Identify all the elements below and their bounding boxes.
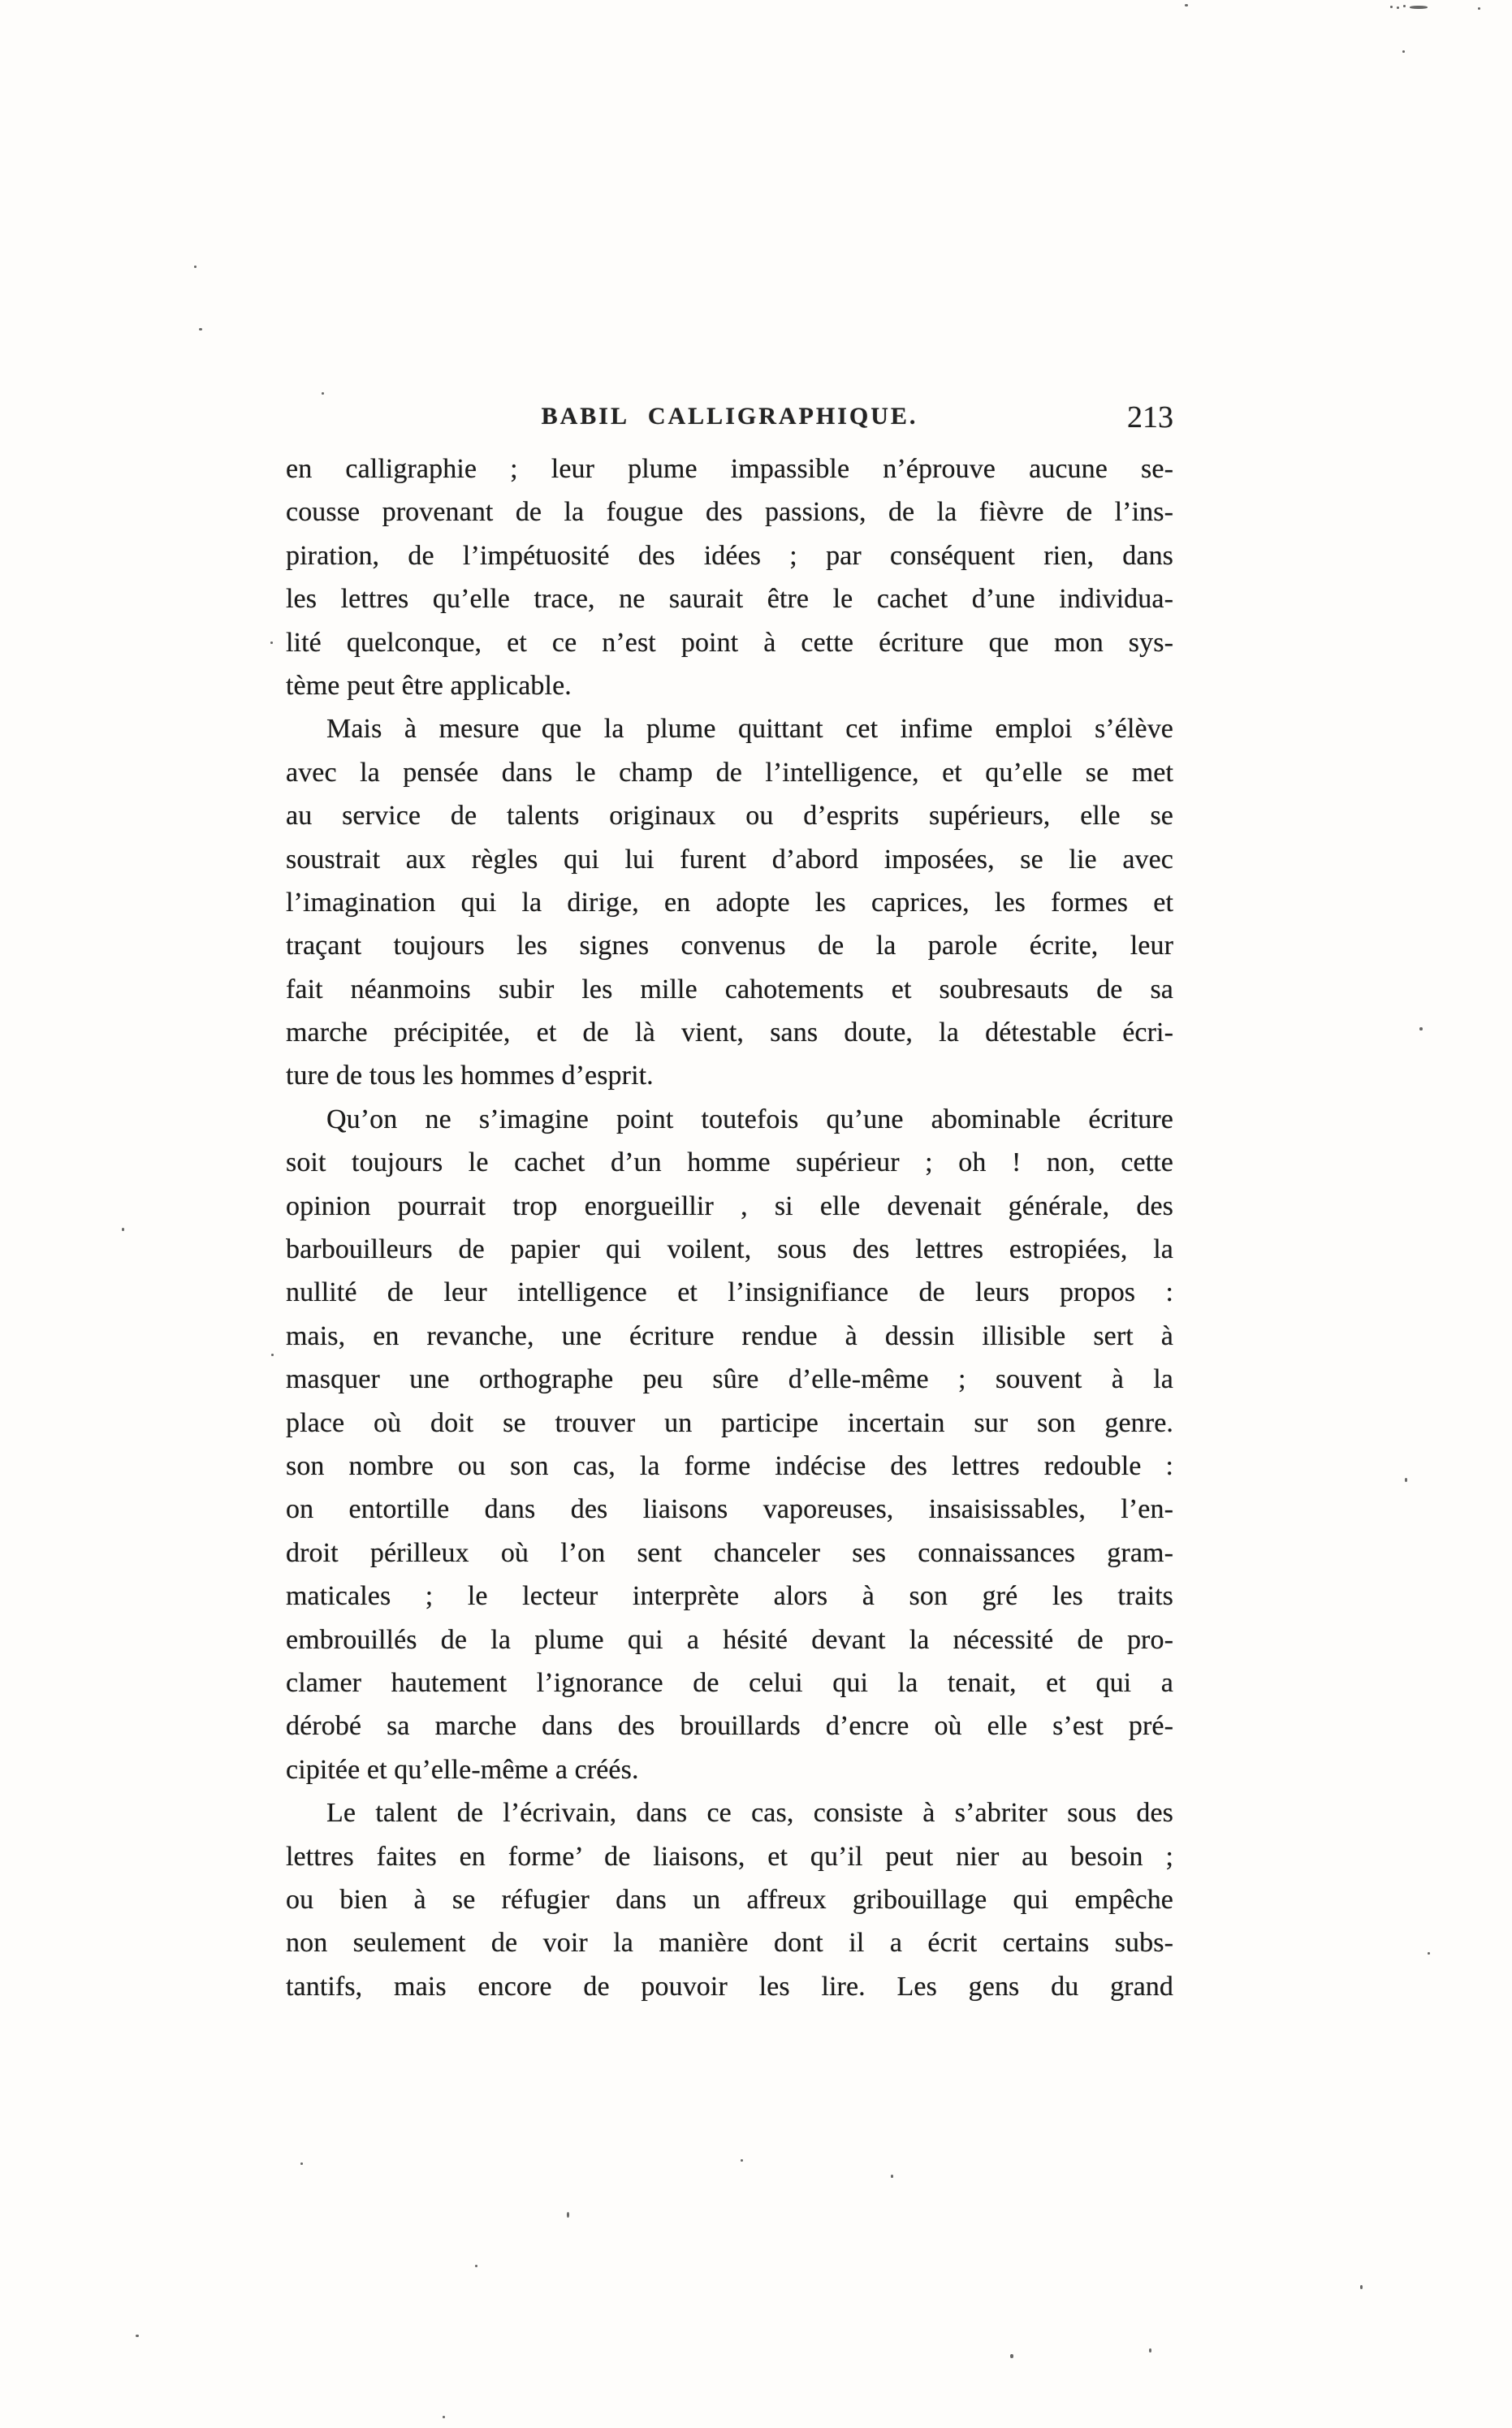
dust-speck [1402, 50, 1405, 53]
dust-speck [199, 328, 202, 331]
text-line: opinion pourrait trop enorgueillir , si elle devenait générale, des [286, 1190, 1173, 1221]
dust-speck [891, 2175, 893, 2178]
body-text [286, 447, 1173, 2008]
dust-speck [1410, 6, 1428, 9]
paragraph [286, 707, 1173, 1098]
dust-speck [1397, 6, 1399, 9]
text-line: son nombre ou son cas, la forme indécise des lettres redouble : [286, 1450, 1173, 1481]
text-line: Le talent de l’écrivain, dans ce cas, consiste à s’abriter sous des [326, 1798, 1173, 1829]
dust-speck [1390, 6, 1393, 8]
text-line: traçant toujours les signes convenus de la parole écrite, leur [286, 931, 1173, 961]
dust-speck [136, 2335, 139, 2337]
text-line: Qu’on ne s’imagine point toutefois qu’une abominable écriture [326, 1104, 1173, 1134]
dust-speck [1403, 5, 1406, 7]
text-line: lettres faites en forme’ de liaisons, et qu’il peut nier au besoin ; [286, 1841, 1173, 1872]
text-line: marche précipitée, et de là vient, sans doute, la détestable écri- [286, 1017, 1173, 1048]
dust-speck [1478, 7, 1480, 10]
dust-speck [194, 266, 197, 268]
dust-speck [271, 1354, 274, 1356]
text-line: piration, de l’impétuosité des idées ; par conséquent rien, dans [286, 540, 1173, 571]
dust-speck [1419, 1027, 1423, 1030]
text-line: maticales ; le lecteur interprète alors à son gré les traits [286, 1581, 1173, 1612]
dust-speck [475, 2265, 477, 2267]
text-line: cousse provenant de la fougue des passions, de la fièvre de l’ins- [286, 497, 1173, 528]
text-line: mais, en revanche, une écriture rendue à dessin illisible sert à [286, 1320, 1173, 1351]
text-line: soit toujours le cachet d’un homme supérieur ; oh ! non, cette [286, 1147, 1173, 1178]
text-line: on entortille dans des liaisons vaporeuses, insaisissables, l’en- [286, 1494, 1173, 1525]
text-line: Mais à mesure que la plume quittant cet infime emploi s’élève [326, 714, 1173, 745]
text-line: embrouillés de la plume qui a hésité devant la nécessité de pro- [286, 1624, 1173, 1655]
paragraph [286, 1791, 1173, 2008]
paragraph [286, 1098, 1173, 1791]
text-line: ture de tous les hommes d’esprit. [286, 1061, 654, 1091]
text-line: tème peut être applicable. [286, 670, 572, 701]
page-number: 213 [1127, 400, 1173, 434]
dust-speck [1185, 4, 1188, 6]
text-line: fait néanmoins subir les mille cahotements et soubresauts de sa [286, 974, 1173, 1004]
text-line: ou bien à se réfugier dans un affreux gribouillage qui empêche [286, 1884, 1173, 1915]
text-line: soustrait aux règles qui lui furent d’abord imposées, se lie avec [286, 844, 1173, 875]
text-line: en calligraphie ; leur plume impassible n’éprouve aucune se- [286, 454, 1173, 484]
dust-speck [122, 1228, 124, 1231]
dust-speck [1149, 2348, 1151, 2352]
text-line: tantifs, mais encore de pouvoir les lire. Les gens du grand [286, 1971, 1173, 2002]
dust-speck [1405, 1478, 1407, 1482]
dust-speck [1360, 2285, 1363, 2289]
text-line: nullité de leur intelligence et l’insignifiance de leurs propos : [286, 1277, 1173, 1308]
text-line: l’imagination qui la dirige, en adopte les caprices, les formes et [286, 887, 1173, 918]
paragraph [286, 447, 1173, 707]
text-line: lité quelconque, et ce n’est point à cette écriture que mon sys- [286, 627, 1173, 658]
text-line: clamer hautement l’ignorance de celui qui la tenait, et qui a [286, 1667, 1173, 1698]
text-line: dérobé sa marche dans des brouillards d’encre où elle s’est pré- [286, 1711, 1173, 1742]
text-line: au service de talents originaux ou d’esprits supérieurs, elle se [286, 801, 1173, 832]
dust-speck [567, 2212, 569, 2218]
text-line: masquer une orthographe peu sûre d’elle-même ; souvent à la [286, 1364, 1173, 1395]
dust-speck [1010, 2354, 1013, 2358]
dust-speck [322, 392, 324, 395]
dust-speck [300, 2162, 303, 2165]
text-line: les lettres qu’elle trace, ne saurait être le cachet d’une individua- [286, 584, 1173, 615]
dust-speck [270, 642, 273, 644]
text-line: cipitée et qu’elle-même a créés. [286, 1754, 639, 1785]
text-line: avec la pensée dans le champ de l’intelligence, et qu’elle se met [286, 757, 1173, 788]
dust-speck [741, 2159, 743, 2162]
page-header [286, 400, 1173, 439]
dust-speck [443, 2416, 445, 2418]
dust-speck [1428, 1952, 1430, 1955]
text-line: non seulement de voir la manière dont il a écrit certains subs- [286, 1928, 1173, 1959]
text-line: droit périlleux où l’on sent chanceler ses connaissances gram- [286, 1537, 1173, 1568]
running-title: BABIL CALLIGRAPHIQUE. [541, 403, 918, 430]
text-line: place où doit se trouver un participe incertain sur son genre. [286, 1407, 1173, 1438]
text-line: barbouilleurs de papier qui voilent, sous des lettres estropiées, la [286, 1234, 1173, 1265]
